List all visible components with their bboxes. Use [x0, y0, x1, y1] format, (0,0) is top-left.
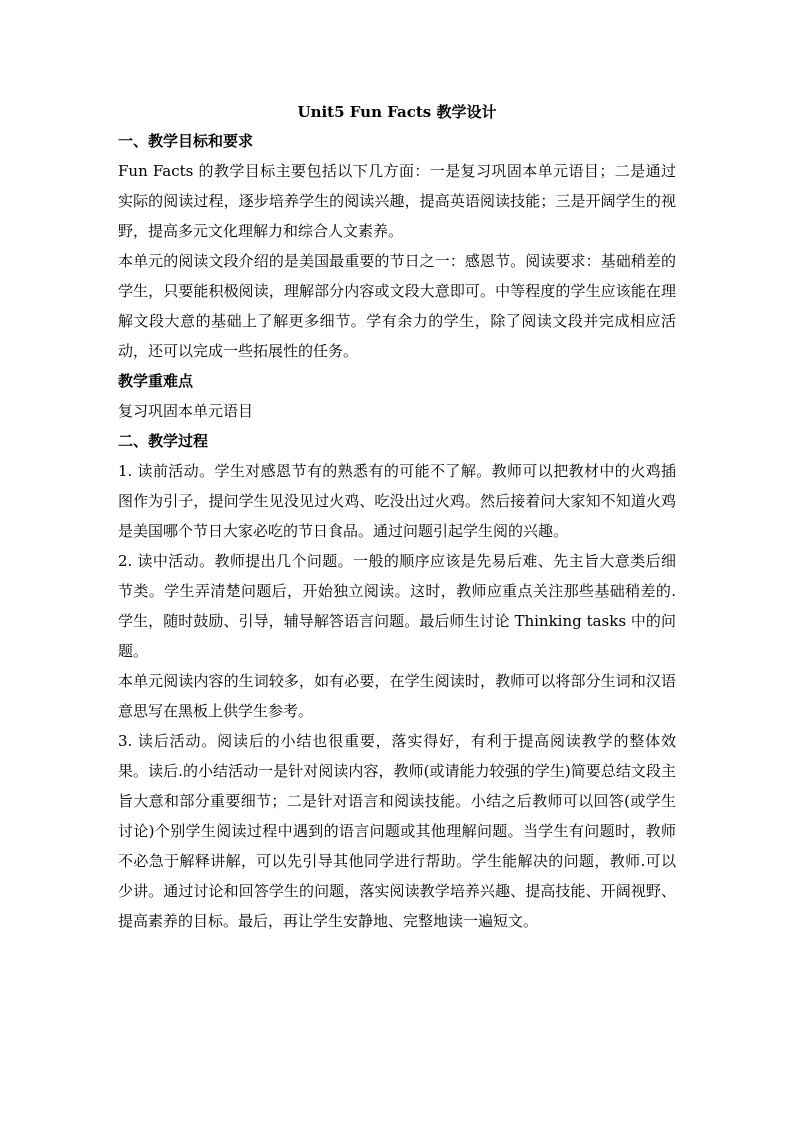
paragraph-goals-1: Fun Facts 的教学目标主要包括以下几方面：一是复习巩固本单元语目；二是通过实际的阅读过程，逐步培养学生的阅读兴趣，提高英语阅读技能；三是开阔学生的视野，提高多元文化理解力和综合人文素养。	[118, 162, 676, 240]
paragraph-process-2: 2. 读中活动。教师提出几个问题。一般的顺序应该是先易后难、先主旨大意类后细节类。学生弄清楚问题后，开始独立阅读。这时，教师应重点关注那些基础稍差的.学生，随时鼓励、引导，辅导解答语言问题。最后师生讨论 Thinking tasks 中的问题。	[118, 552, 676, 660]
paragraph-process-1: 1. 读前活动。学生对感恩节有的熟悉有的可能不了解。教师可以把教材中的火鸡插图作为引子，提问学生见没见过火鸡、吃没出过火鸡。然后接着问大家知不知道火鸡是美国哪个节日大家必吃的节日食品。通过问题引起学生阅的兴趣。	[118, 462, 676, 540]
paragraph-process-3: 本单元阅读内容的生词较多，如有必要，在学生阅读时，教师可以将部分生词和汉语意思写在黑板上供学生参考。	[118, 672, 676, 720]
section-heading-process: 二、教学过程	[118, 432, 209, 450]
section-heading-key-points: 教学重难点	[118, 372, 194, 390]
document-page	[118, 98, 676, 936]
paragraph-key-points: 复习巩固本单元语目	[118, 402, 254, 420]
paragraph-process-4: 3. 读后活动。阅读后的小结也很重要，落实得好，有利于提高阅读教学的整体效果。读后.的小结活动一是针对阅读内容，教师(或请能力较强的学生)简要总结文段主旨大意和部分重要细节；二是针对语言和阅读技能。小结之后教师可以回答(或学生讨论)个别学生阅读过程中遇到的语言问题或其他理解问题。当学生有问题时，教师不必急于解释讲解，可以先引导其他同学进行帮助。学生能解决的问题，教师.可以少讲。通过讨论和回答学生的问题，落实阅读教学培养兴趣、提高技能、开阔视野、提高素养的目标。最后，再让学生安静地、完整地读一遍短文。	[118, 732, 676, 930]
paragraph-goals-2: 本单元的阅读文段介绍的是美国最重要的节日之一：感恩节。阅读要求：基础稍差的学生，只要能积极阅读，理解部分内容或文段大意即可。中等程度的学生应该能在理解文段大意的基础上了解更多细节。学有余力的学生，除了阅读文段并完成相应活动，还可以完成一些拓展性的任务。	[118, 252, 676, 360]
document-title: Unit5 Fun Facts 教学设计	[297, 103, 497, 121]
section-heading-goals: 一、教学目标和要求	[118, 132, 254, 150]
